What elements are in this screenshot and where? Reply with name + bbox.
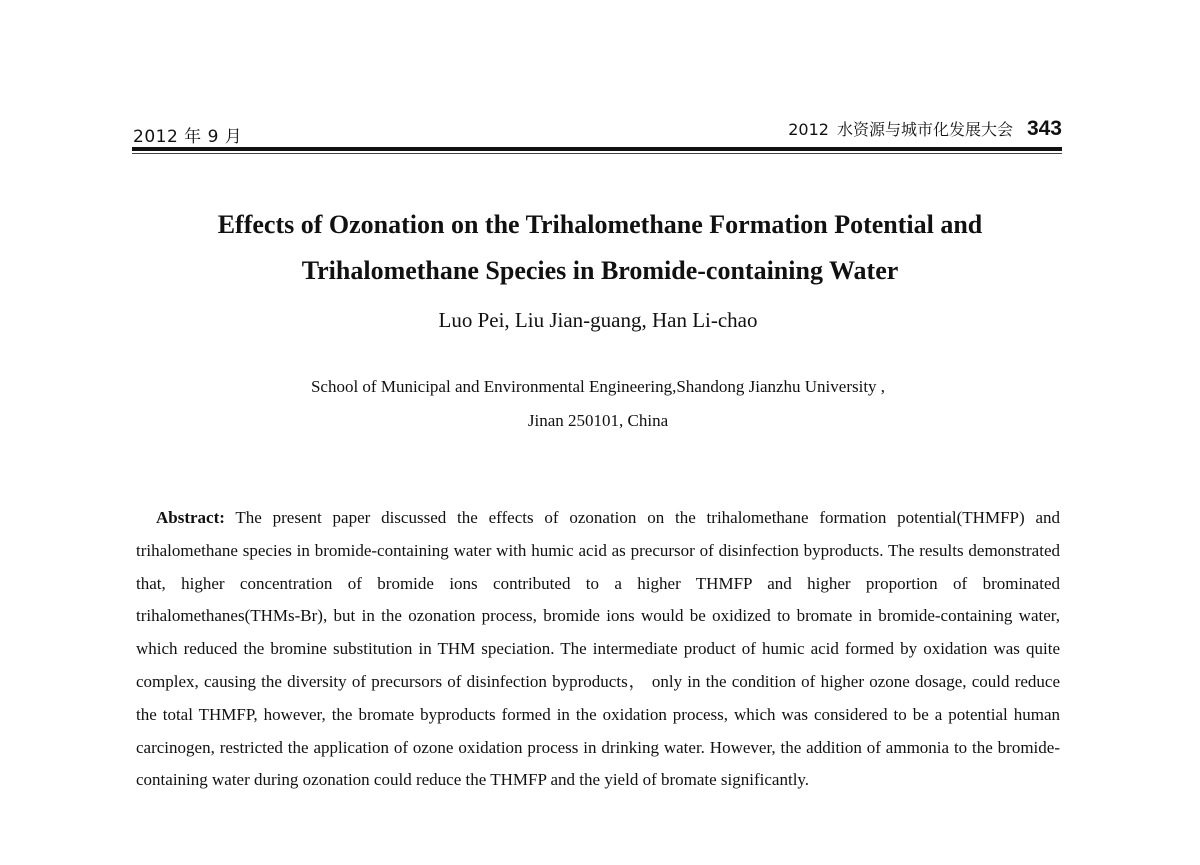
header-rule-thin — [132, 153, 1062, 154]
page-number: 343 — [1026, 117, 1062, 140]
authors: Luo Pei, Liu Jian-guang, Han Li-chao — [438, 308, 758, 332]
paper-title — [100, 202, 1100, 294]
abstract-label: Abstract: — [156, 508, 225, 527]
title-line-2: Trihalomethane Species in Bromide-containing Water — [301, 256, 899, 285]
title-line-1: Effects of Ozonation on the Trihalomethane Formation Potential and — [217, 210, 983, 239]
header-date: 2012 年 9 月 — [133, 127, 243, 147]
affiliation — [100, 370, 1096, 438]
affiliation-line-1: School of Municipal and Environmental Engineering,Shandong Jianzhu University , — [310, 377, 886, 396]
header-rule — [132, 147, 1062, 151]
conference-year: 2012 — [788, 120, 829, 139]
header-conference — [788, 117, 1062, 141]
conference-name: 水资源与城市化发展大会 — [836, 120, 1013, 139]
affiliation-line-2: Jinan 250101, China — [527, 411, 669, 430]
abstract — [136, 502, 1060, 797]
abstract-text: The present paper discussed the effects of ozonation on the trihalomethane formation potential(THMFP) and trihalomethane species in bromide-containing water with humic acid as precursor of disinfection byproducts. The results demonstrated that, higher concentration of bromide ions contributed to a higher THMFP and higher proportion of brominated trihalomethanes(THMs-Br), but in the ozonation process, bromide ions would be oxidized to bromate in bromide-containing water, which reduced the bromine substitution in THM speciation. The intermediate product of humic acid formed by oxidation was quite complex, causing the diversity of precursors of disinfection byproducts， only in the condition of higher ozone dosage, could reduce the total THMFP, however, the bromate byproducts formed in the oxidation process, which was considered to be a potential human carcinogen, restricted the application of ozone oxidation process in drinking water. However, the addition of ammonia to the bromide-containing water during ozonation could reduce the THMFP and the yield of bromate significantly. — [136, 508, 1060, 790]
